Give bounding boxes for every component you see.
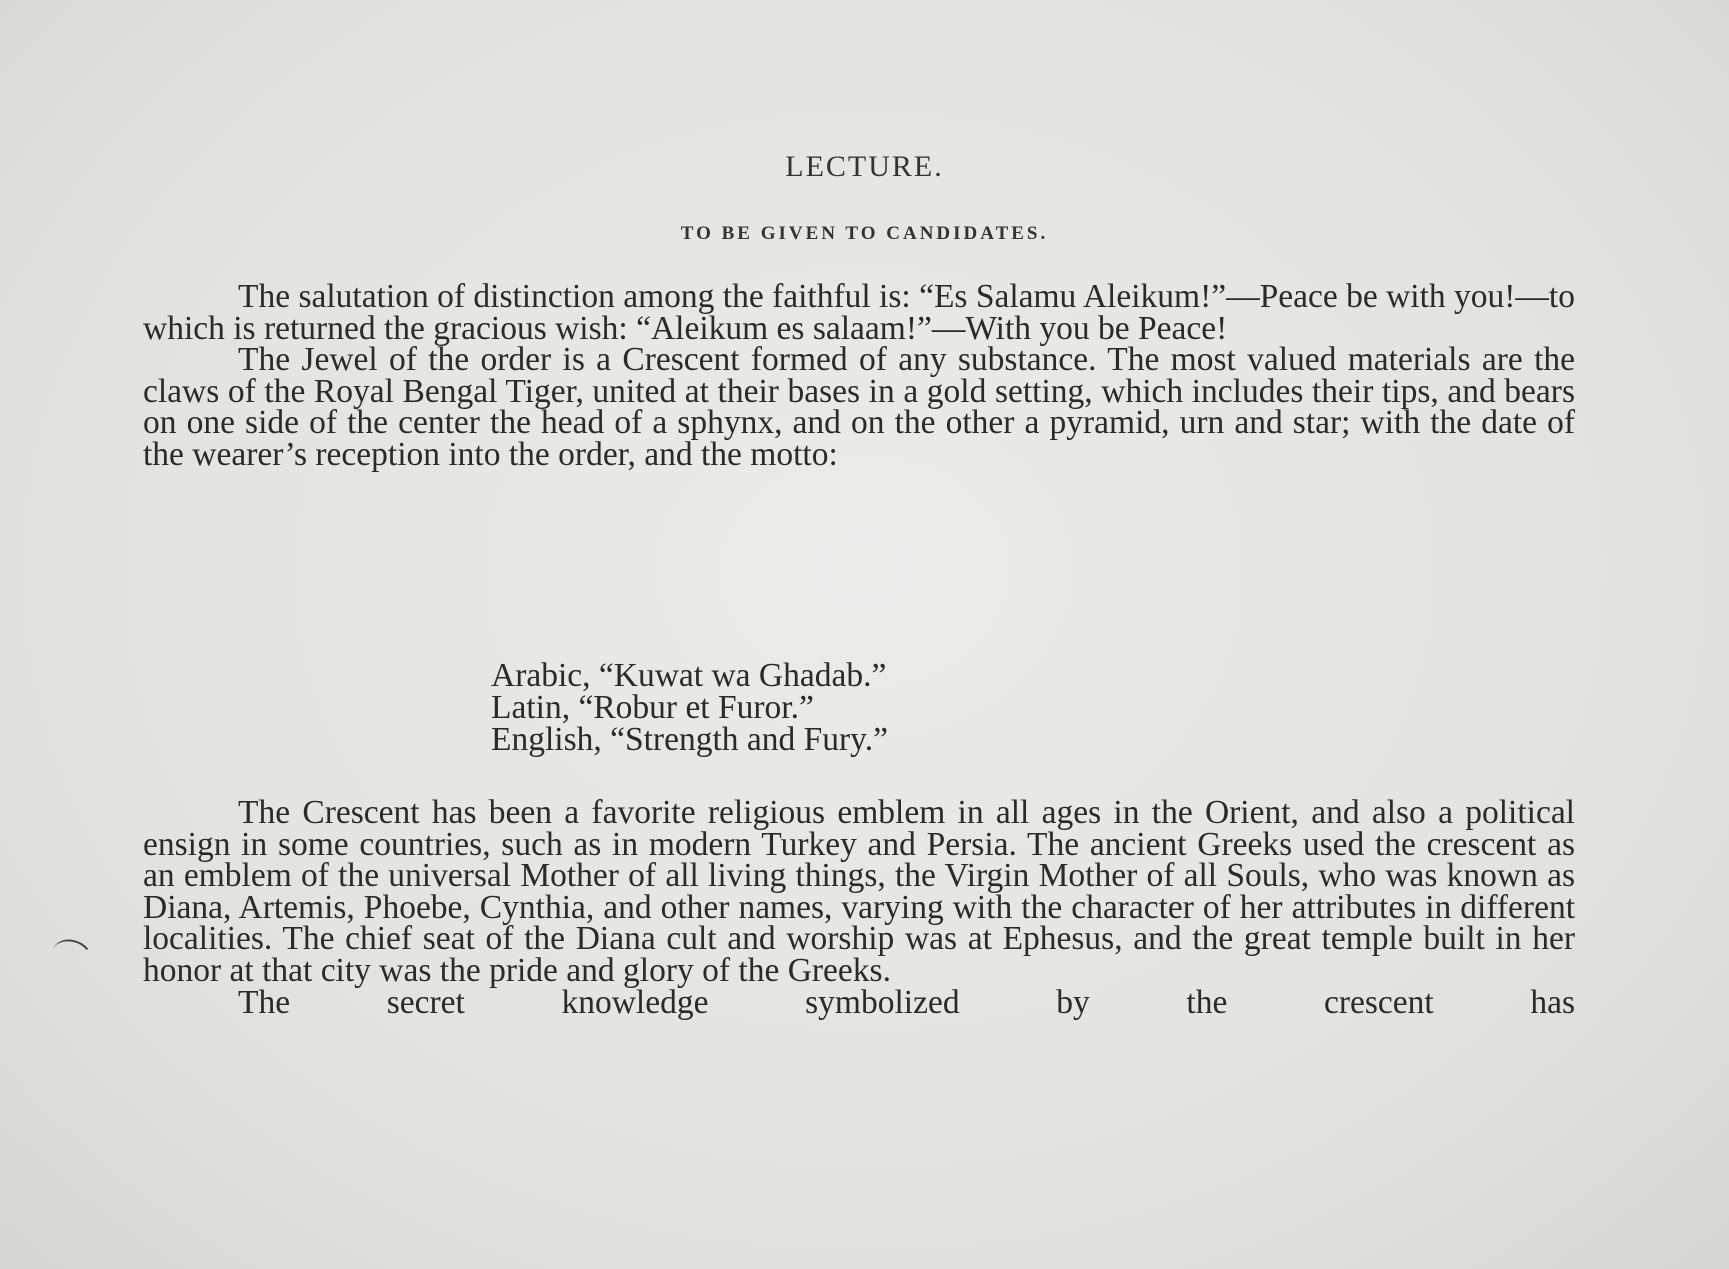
margin-pencil-mark — [49, 936, 95, 976]
motto-arabic: Arabic, “Kuwat wa Ghadab.” — [491, 657, 887, 694]
paragraph-crescent: The Crescent has been a favorite religious emblem in all ages in the Orient, and also a political ensign in some countries, such as in modern Turkey and Persia. The ancient Greeks used the crescent as an emblem of the universal Mother of all living things, the Virgin Mother of all Souls, who was known as Diana, Artemis, Phoebe, Cynthia, and other names, varying with the character of her attributes in different localities. The chief seat of the Diana cult and worship was at Ephesus, and the great temple built in her honor at that city was the pride and glory of the Greeks. — [143, 794, 1575, 989]
motto-list — [491, 657, 888, 758]
paragraph-jewel: The Jewel of the order is a Crescent formed of any substance. The most valued materials are the claws of the Royal Bengal Tiger, united at their bases in a gold setting, which includes their tips, and bears on one side of the center the head of a sphynx, and on the other a pyramid, urn and star; with the date of the wearer’s reception into the order, and the motto: — [143, 341, 1575, 473]
motto-latin: Latin, “Robur et Furor.” — [491, 689, 814, 726]
motto-english: English, “Strength and Fury.” — [491, 721, 888, 758]
page-title: LECTURE. — [785, 150, 944, 183]
page-subtitle: TO BE GIVEN TO CANDIDATES. — [680, 223, 1049, 244]
paragraph-secret-knowledge: The secret knowledge symbolized by the crescent has — [238, 983, 1575, 1021]
text-block-bottom — [143, 794, 1575, 1021]
paragraph-salutation: The salutation of distinction among the faithful is: “Es Salamu Aleikum!”—Peace be with you!—to which is returned the gracious wish: “Aleikum es salaam!”—With you be Peace! — [143, 278, 1575, 347]
text-block-top — [143, 278, 1575, 473]
